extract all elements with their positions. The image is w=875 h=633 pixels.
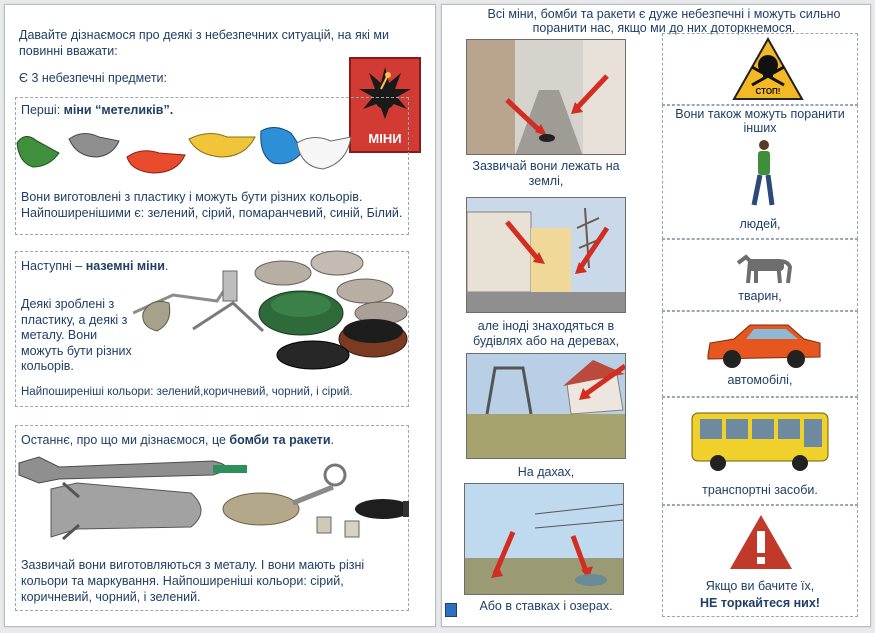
cars-text: автомобілі, (727, 373, 793, 387)
ground-mines-illustration (133, 243, 411, 379)
s3-title-suffix: . (330, 433, 335, 447)
car-icon (704, 319, 824, 371)
warning-text-b: НЕ торкайтеся них! (700, 596, 820, 610)
others-text: Вони також можуть поранити інших (675, 107, 845, 135)
s3-title-bold: бомби та ракети (229, 433, 331, 447)
right-header: Всі міни, бомби та ракети є дуже небезпечні і можуть сильно поранити нас, якщо ми до них доторкнемося. (487, 7, 841, 35)
scene-ponds (464, 483, 624, 595)
scene-roofs (466, 353, 626, 459)
street-ground-drawing (467, 40, 626, 155)
stop-label: СТОП! (755, 87, 781, 96)
ponds-drawing (465, 484, 624, 595)
s3-title-prefix: Останнє, про що ми дізнаємося, це (21, 433, 230, 447)
s2-title-bold: наземні міни (85, 259, 165, 273)
logo-icon (445, 603, 457, 617)
sign-label: МІНИ (368, 131, 402, 146)
animals-text: тварин, (738, 289, 782, 303)
caption-ground: Зазвичай вони лежать на землі, (472, 159, 620, 188)
s2-title-prefix: Наступні – (21, 259, 86, 273)
s1-text: Вони виготовлені з пластику і можуть бути різних кольорів. Найпоширенішими є: зелений, сірий, помаранчевий, синій, Білий. (21, 190, 403, 220)
scene-street-ground (466, 39, 626, 155)
left-page (4, 4, 436, 627)
caption-roofs: На дахах, (517, 465, 575, 479)
bus-icon (688, 409, 832, 471)
s2-text: Деякі зроблені з пластику, а деякі з металу. Вони можуть бути різних кольорів. (21, 297, 132, 373)
right-page (441, 4, 871, 627)
s2-colors: Найпоширеніші кольори: зелений,коричневий, чорний, і сірий. (21, 386, 353, 398)
caption-ponds: Або в ставках і озерах. (479, 599, 613, 613)
s3-text: Зазвичай вони виготовляються з металу. І вони мають різні кольори та маркування. Найпоширеніші кольори: сірий, коричневий, чорний, і зелений. (21, 558, 365, 604)
count-text: Є 3 небезпечні предмети: (19, 71, 167, 85)
s1-title (21, 103, 173, 118)
s3-title (21, 433, 334, 448)
roofs-drawing (467, 354, 626, 459)
transport-text: транспортні засоби. (702, 483, 818, 497)
buildings-trees-drawing (467, 198, 626, 313)
s2-title-suffix: . (164, 259, 169, 273)
s1-title-bold: міни “метеликів”. (63, 103, 174, 117)
person-icon (750, 139, 776, 209)
scene-buildings-trees (466, 197, 626, 313)
people-text: людей, (739, 217, 781, 231)
warning-exclamation-icon (728, 513, 794, 571)
intro-text: Давайте дізнаємося про деякі з небезпечних ситуацій, на які ми повинні вважати: (19, 28, 390, 58)
bombs-rockets-illustration (13, 453, 409, 545)
caption-buildings: але іноді знаходяться в будівлях або на деревах, (472, 319, 620, 348)
warning-text-a: Якщо ви бачите їх, (705, 579, 815, 593)
s1-title-prefix: Перші: (21, 103, 64, 117)
butterfly-mines-illustration (13, 123, 363, 183)
dog-icon (732, 249, 794, 285)
